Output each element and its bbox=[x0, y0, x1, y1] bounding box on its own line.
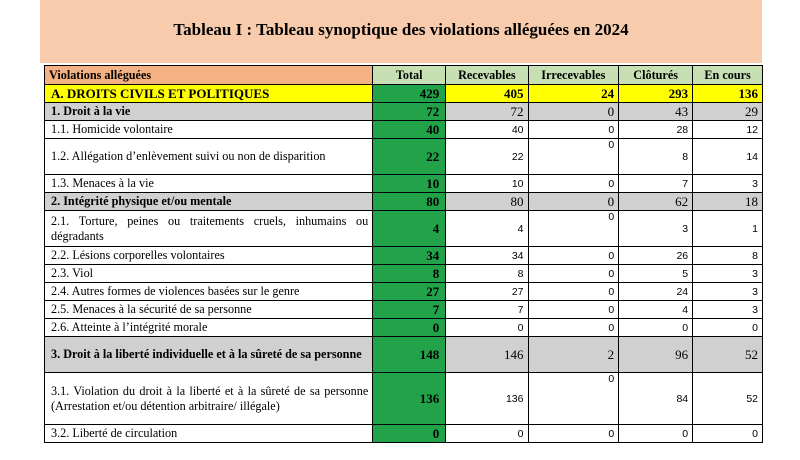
cell-en-cours: 3 bbox=[693, 265, 763, 283]
cell-clotures: 62 bbox=[619, 193, 693, 211]
cell-clotures: 8 bbox=[619, 139, 693, 175]
table-row bbox=[45, 247, 763, 265]
cell-recevables: 80 bbox=[446, 193, 528, 211]
cell-total: 0 bbox=[373, 319, 446, 337]
cell-clotures: 96 bbox=[619, 337, 693, 373]
table-row bbox=[45, 425, 763, 443]
cell-clotures: 5 bbox=[619, 265, 693, 283]
cell-clotures: 0 bbox=[619, 319, 693, 337]
cell-irrecevables: 0 bbox=[528, 211, 619, 247]
cell-clotures: 24 bbox=[619, 283, 693, 301]
cell-recevables: 136 bbox=[446, 373, 528, 425]
cell-en-cours: 3 bbox=[693, 175, 763, 193]
cell-total: 27 bbox=[373, 283, 446, 301]
table-row bbox=[45, 337, 763, 373]
row-label: 1.1. Homicide volontaire bbox=[45, 121, 373, 139]
table-row bbox=[45, 265, 763, 283]
row-label: 2.2. Lésions corporelles volontaires bbox=[45, 247, 373, 265]
row-label: 2.3. Viol bbox=[45, 265, 373, 283]
cell-irrecevables: 0 bbox=[528, 103, 619, 121]
header-row bbox=[45, 66, 763, 85]
column-header: En cours bbox=[693, 66, 763, 85]
cell-irrecevables: 0 bbox=[528, 319, 619, 337]
table-row bbox=[45, 121, 763, 139]
row-label: 1.3. Menaces à la vie bbox=[45, 175, 373, 193]
cell-irrecevables: 2 bbox=[528, 337, 619, 373]
row-label: 2.6. Atteinte à l’intégrité morale bbox=[45, 319, 373, 337]
cell-total: 40 bbox=[373, 121, 446, 139]
row-label: A. DROITS CIVILS ET POLITIQUES bbox=[45, 85, 373, 103]
cell-total: 148 bbox=[373, 337, 446, 373]
cell-total: 22 bbox=[373, 139, 446, 175]
cell-irrecevables: 0 bbox=[528, 247, 619, 265]
cell-en-cours: 52 bbox=[693, 337, 763, 373]
row-label: 3.1. Violation du droit à la liberté et à la sûreté de sa personne (Arrestation et/ou détention arbitraire/ illégale) bbox=[45, 373, 373, 425]
row-label: 2. Intégrité physique et/ou mentale bbox=[45, 193, 373, 211]
row-label: 2.5. Menaces à la sécurité de sa personne bbox=[45, 301, 373, 319]
cell-en-cours: 18 bbox=[693, 193, 763, 211]
cell-irrecevables: 0 bbox=[528, 425, 619, 443]
cell-recevables: 10 bbox=[446, 175, 528, 193]
cell-clotures: 0 bbox=[619, 425, 693, 443]
cell-total: 0 bbox=[373, 425, 446, 443]
table-row bbox=[45, 139, 763, 175]
table-row bbox=[45, 193, 763, 211]
cell-recevables: 405 bbox=[446, 85, 528, 103]
cell-clotures: 4 bbox=[619, 301, 693, 319]
cell-irrecevables: 0 bbox=[528, 283, 619, 301]
table-row bbox=[45, 211, 763, 247]
table-title: Tableau I : Tableau synoptique des violations alléguées en 2024 bbox=[173, 20, 629, 39]
cell-recevables: 0 bbox=[446, 425, 528, 443]
violations-table bbox=[44, 65, 763, 443]
cell-total: 72 bbox=[373, 103, 446, 121]
cell-en-cours: 0 bbox=[693, 319, 763, 337]
cell-total: 429 bbox=[373, 85, 446, 103]
cell-en-cours: 8 bbox=[693, 247, 763, 265]
cell-irrecevables: 0 bbox=[528, 139, 619, 175]
cell-en-cours: 12 bbox=[693, 121, 763, 139]
cell-total: 7 bbox=[373, 301, 446, 319]
cell-clotures: 7 bbox=[619, 175, 693, 193]
cell-total: 136 bbox=[373, 373, 446, 425]
cell-recevables: 27 bbox=[446, 283, 528, 301]
row-label: 1. Droit à la vie bbox=[45, 103, 373, 121]
row-label: 2.1. Torture, peines ou traitements cruels, inhumains ou dégradants bbox=[45, 211, 373, 247]
cell-total: 80 bbox=[373, 193, 446, 211]
cell-en-cours: 1 bbox=[693, 211, 763, 247]
cell-recevables: 4 bbox=[446, 211, 528, 247]
column-header: Total bbox=[373, 66, 446, 85]
row-label: 2.4. Autres formes de violences basées sur le genre bbox=[45, 283, 373, 301]
cell-recevables: 8 bbox=[446, 265, 528, 283]
column-header: Clôturés bbox=[619, 66, 693, 85]
cell-en-cours: 14 bbox=[693, 139, 763, 175]
cell-en-cours: 3 bbox=[693, 301, 763, 319]
column-header: Violations alléguées bbox=[45, 66, 373, 85]
table-row bbox=[45, 319, 763, 337]
cell-irrecevables: 0 bbox=[528, 301, 619, 319]
row-label: 3.2. Liberté de circulation bbox=[45, 425, 373, 443]
table-row bbox=[45, 85, 763, 103]
cell-clotures: 43 bbox=[619, 103, 693, 121]
cell-en-cours: 29 bbox=[693, 103, 763, 121]
cell-irrecevables: 0 bbox=[528, 121, 619, 139]
cell-total: 8 bbox=[373, 265, 446, 283]
cell-clotures: 293 bbox=[619, 85, 693, 103]
cell-irrecevables: 0 bbox=[528, 373, 619, 425]
column-header: Irrecevables bbox=[528, 66, 619, 85]
cell-recevables: 34 bbox=[446, 247, 528, 265]
cell-clotures: 3 bbox=[619, 211, 693, 247]
table-row bbox=[45, 103, 763, 121]
cell-recevables: 40 bbox=[446, 121, 528, 139]
cell-irrecevables: 24 bbox=[528, 85, 619, 103]
cell-en-cours: 3 bbox=[693, 283, 763, 301]
cell-recevables: 22 bbox=[446, 139, 528, 175]
cell-recevables: 7 bbox=[446, 301, 528, 319]
cell-recevables: 72 bbox=[446, 103, 528, 121]
cell-irrecevables: 0 bbox=[528, 193, 619, 211]
cell-clotures: 28 bbox=[619, 121, 693, 139]
cell-recevables: 0 bbox=[446, 319, 528, 337]
table-row bbox=[45, 283, 763, 301]
cell-total: 10 bbox=[373, 175, 446, 193]
cell-en-cours: 136 bbox=[693, 85, 763, 103]
cell-en-cours: 0 bbox=[693, 425, 763, 443]
cell-irrecevables: 0 bbox=[528, 265, 619, 283]
cell-irrecevables: 0 bbox=[528, 175, 619, 193]
table-row bbox=[45, 301, 763, 319]
row-label: 3. Droit à la liberté individuelle et à la sûreté de sa personne bbox=[45, 337, 373, 373]
row-label: 1.2. Allégation d’enlèvement suivi ou non de disparition bbox=[45, 139, 373, 175]
cell-en-cours: 52 bbox=[693, 373, 763, 425]
cell-recevables: 146 bbox=[446, 337, 528, 373]
table-row bbox=[45, 373, 763, 425]
cell-total: 4 bbox=[373, 211, 446, 247]
table-row bbox=[45, 175, 763, 193]
cell-clotures: 84 bbox=[619, 373, 693, 425]
column-header: Recevables bbox=[446, 66, 528, 85]
cell-clotures: 26 bbox=[619, 247, 693, 265]
cell-total: 34 bbox=[373, 247, 446, 265]
